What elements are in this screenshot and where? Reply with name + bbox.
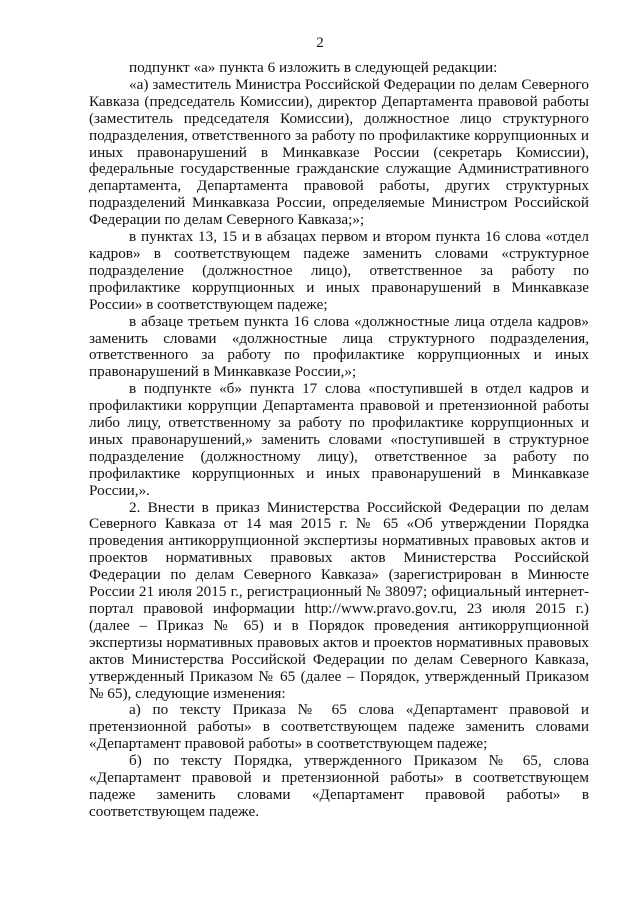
paragraph-point-16-third: в абзаце третьем пункта 16 слова «должностные лица отдела кадров» заменить словами «должностные лица структурного подразделения, ответственного за работу по профилактике коррупционных и иных правонарушений в Минкавказе России,»; (89, 312, 589, 381)
paragraph-order-65-amendments: 2. Внести в приказ Министерства Российской Федерации по делам Северного Кавказа от 14 мая 2015 г. № 65 «Об утверждении Порядка проведения антикоррупционной экспертизы нормативных правовых актов и проектов нормативных правовых актов Министерства Российской Федерации по делам Северного Кавказа» (зарегистрирован в Минюсте России 21 июля 2015 г., регистрационный № 38097; официальный интернет-портал правовой информации http://www.pravo.gov.ru, 23 июля 2015 г.) (далее – Приказ № 65) и в Порядок проведения антикоррупционной экспертизы нормативных правовых актов и проектов нормативных правовых актов Министерства Российской Федерации по делам Северного Кавказа, утвержденный Приказом № 65 (далее – Порядок, утвержденный Приказом № 65), следующие изменения: (89, 498, 589, 702)
paragraph-point-17-b: в подпункте «б» пункта 17 слова «поступившей в отдел кадров и профилактики коррупции Департамента правовой и претензионной работы либо лицу, ответственному за работу по профилактике коррупционных и иных правонарушений,» заменить словами «поступившей в структурное подразделение (должностному лицу), ответственное за работу по профилактике коррупционных и иных правонарушений в Минкавказе России,». (89, 380, 589, 499)
paragraph-commission-composition: «а) заместитель Министра Российской Федерации по делам Северного Кавказа (председатель Комиссии), директор Департамента правовой работы (заместитель председателя Комиссии), должностное лицо структурного подразделения, ответственного за работу по профилактике коррупционных и иных правонарушений в Минкавказе России (секретарь Комиссии), федеральные государственные гражданские служащие Административного департамента, Департамента правовой работы, других структурных подразделений Минкавказа России, определяемые Министром Российской Федерации по делам Северного Кавказа;»; (89, 75, 589, 229)
document-body (89, 60, 589, 821)
paragraph-subitem-b: б) по тексту Порядка, утвержденного Приказом № 65, слова «Департамент правовой и претензионной работы» в соответствующем падеже заменить словами «Департамент правовой работы» в соответствующем падеже. (89, 752, 589, 820)
paragraph-subpoint-a-intro: подпункт «а» пункта 6 изложить в следующей редакции: (129, 59, 498, 76)
page-number: 2 (316, 35, 324, 51)
paragraph-subitem-a: а) по тексту Приказа № 65 слова «Департамент правовой и претензионной работы» в соответствующем падеже заменить словами «Департамент правовой работы» в соответствующем падеже; (89, 701, 589, 753)
paragraph-points-13-15-16: в пунктах 13, 15 и в абзацах первом и втором пункта 16 слова «отдел кадров» в соответствующем падеже заменить словами «структурное подразделение (должностное лицо), ответственное за работу по профилактике коррупционных и иных правонарушений в Минкавказе России» в соответствующем падеже; (89, 228, 589, 313)
